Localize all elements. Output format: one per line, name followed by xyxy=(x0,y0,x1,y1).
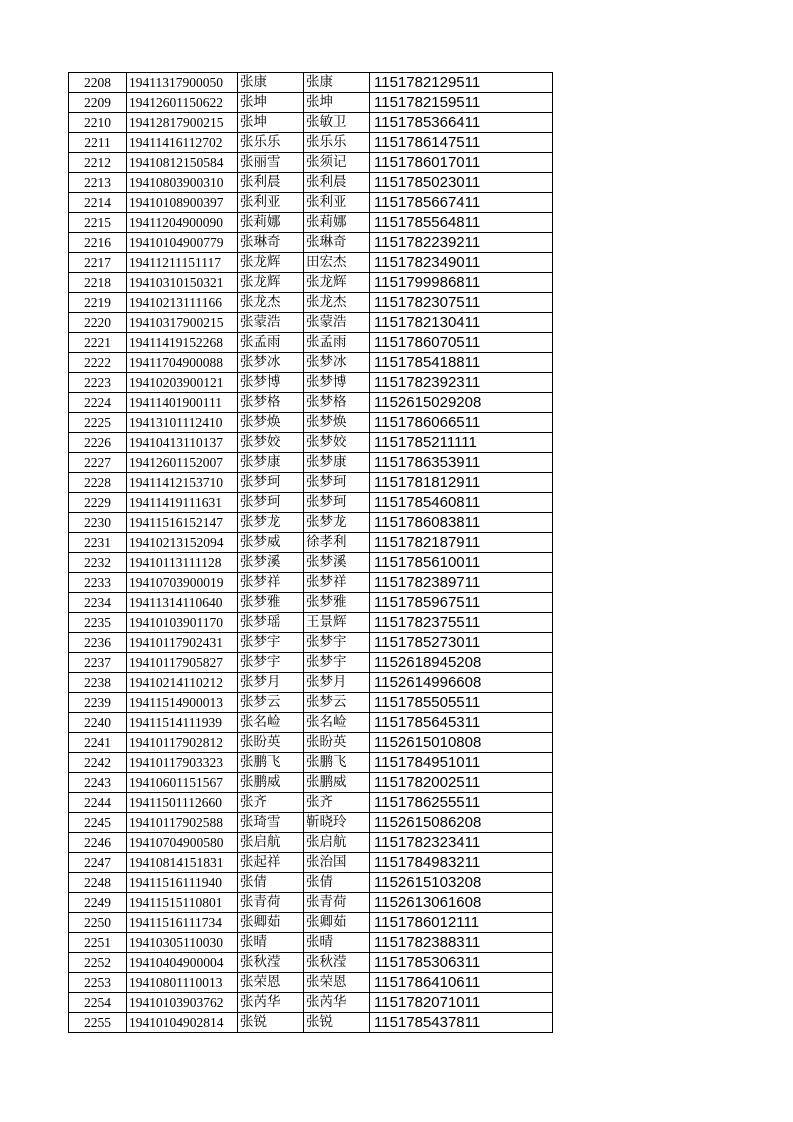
row-number-cell: 2219 xyxy=(69,293,127,313)
table-row xyxy=(69,153,553,173)
account-number-cell: 1151782130411 xyxy=(370,313,553,333)
account-holder-cell: 张琳奇 xyxy=(304,233,370,253)
id-number-cell: 19410117903323 xyxy=(127,753,238,773)
account-number-cell: 1151782349011 xyxy=(370,253,553,273)
account-holder-cell: 张梦月 xyxy=(304,673,370,693)
name-cell: 张启航 xyxy=(238,833,304,853)
name-cell: 张梦冰 xyxy=(238,353,304,373)
id-number-cell: 19413101112410 xyxy=(127,413,238,433)
account-number-cell: 1151786070511 xyxy=(370,333,553,353)
row-number-cell: 2216 xyxy=(69,233,127,253)
account-number-cell: 1151785306311 xyxy=(370,953,553,973)
row-number-cell: 2209 xyxy=(69,93,127,113)
account-number-cell: 1151785460811 xyxy=(370,493,553,513)
name-cell: 张晴 xyxy=(238,933,304,953)
id-number-cell: 19410703900019 xyxy=(127,573,238,593)
table-row xyxy=(69,513,553,533)
account-holder-cell: 张梦珂 xyxy=(304,493,370,513)
id-number-cell: 19410117905827 xyxy=(127,653,238,673)
id-number-cell: 19410404900004 xyxy=(127,953,238,973)
name-cell: 张利亚 xyxy=(238,193,304,213)
account-holder-cell: 张利亚 xyxy=(304,193,370,213)
id-number-cell: 19411515110801 xyxy=(127,893,238,913)
id-number-cell: 19410113111128 xyxy=(127,553,238,573)
id-number-cell: 19412601150622 xyxy=(127,93,238,113)
table-row xyxy=(69,353,553,373)
name-cell: 张梦溪 xyxy=(238,553,304,573)
id-number-cell: 19410305110030 xyxy=(127,933,238,953)
table-row xyxy=(69,733,553,753)
account-number-cell: 1151785667411 xyxy=(370,193,553,213)
id-number-cell: 19410213152094 xyxy=(127,533,238,553)
id-number-cell: 19411401900111 xyxy=(127,393,238,413)
account-holder-cell: 张康 xyxy=(304,73,370,93)
row-number-cell: 2253 xyxy=(69,973,127,993)
account-number-cell: 1151786353911 xyxy=(370,453,553,473)
account-number-cell: 1152618945208 xyxy=(370,653,553,673)
account-holder-cell: 张芮华 xyxy=(304,993,370,1013)
account-number-cell: 1151782159511 xyxy=(370,93,553,113)
row-number-cell: 2227 xyxy=(69,453,127,473)
table-row xyxy=(69,293,553,313)
id-number-cell: 19410310150321 xyxy=(127,273,238,293)
account-number-cell: 1151785505511 xyxy=(370,693,553,713)
account-holder-cell: 张莉娜 xyxy=(304,213,370,233)
row-number-cell: 2222 xyxy=(69,353,127,373)
account-holder-cell: 张乐乐 xyxy=(304,133,370,153)
row-number-cell: 2240 xyxy=(69,713,127,733)
account-holder-cell: 徐孝利 xyxy=(304,533,370,553)
row-number-cell: 2218 xyxy=(69,273,127,293)
account-holder-cell: 张青荷 xyxy=(304,893,370,913)
row-number-cell: 2245 xyxy=(69,813,127,833)
name-cell: 张莉娜 xyxy=(238,213,304,233)
account-number-cell: 1151785211111 xyxy=(370,433,553,453)
table-row xyxy=(69,233,553,253)
account-number-cell: 1151786066511 xyxy=(370,413,553,433)
row-number-cell: 2247 xyxy=(69,853,127,873)
table-row xyxy=(69,193,553,213)
account-number-cell: 1152615086208 xyxy=(370,813,553,833)
account-number-cell: 1151782187911 xyxy=(370,533,553,553)
account-number-cell: 1152615103208 xyxy=(370,873,553,893)
row-number-cell: 2235 xyxy=(69,613,127,633)
row-number-cell: 2244 xyxy=(69,793,127,813)
table-row xyxy=(69,833,553,853)
id-number-cell: 19411501112660 xyxy=(127,793,238,813)
id-number-cell: 19411317900050 xyxy=(127,73,238,93)
account-number-cell: 1151786012111 xyxy=(370,913,553,933)
table-row xyxy=(69,113,553,133)
id-number-cell: 19410108900397 xyxy=(127,193,238,213)
table-row xyxy=(69,753,553,773)
account-holder-cell: 张锐 xyxy=(304,1013,370,1033)
table-row xyxy=(69,133,553,153)
account-holder-cell: 张秋滢 xyxy=(304,953,370,973)
name-cell: 张荣恩 xyxy=(238,973,304,993)
name-cell: 张鹏飞 xyxy=(238,753,304,773)
id-number-cell: 19410104900779 xyxy=(127,233,238,253)
table-row xyxy=(69,613,553,633)
table-row xyxy=(69,573,553,593)
id-number-cell: 19410317900215 xyxy=(127,313,238,333)
id-number-cell: 19410801110013 xyxy=(127,973,238,993)
account-number-cell: 1151785023011 xyxy=(370,173,553,193)
id-number-cell: 19411704900088 xyxy=(127,353,238,373)
table-row xyxy=(69,473,553,493)
table-row xyxy=(69,913,553,933)
account-number-cell: 1151786410611 xyxy=(370,973,553,993)
id-number-cell: 19411204900090 xyxy=(127,213,238,233)
name-cell: 张锐 xyxy=(238,1013,304,1033)
id-number-cell: 19411419111631 xyxy=(127,493,238,513)
account-number-cell: 1151782323411 xyxy=(370,833,553,853)
row-number-cell: 2225 xyxy=(69,413,127,433)
row-number-cell: 2212 xyxy=(69,153,127,173)
account-holder-cell: 张龙杰 xyxy=(304,293,370,313)
id-number-cell: 19410103901170 xyxy=(127,613,238,633)
table-row xyxy=(69,1013,553,1033)
row-number-cell: 2239 xyxy=(69,693,127,713)
account-number-cell: 1152615029208 xyxy=(370,393,553,413)
row-number-cell: 2232 xyxy=(69,553,127,573)
table-row xyxy=(69,313,553,333)
row-number-cell: 2211 xyxy=(69,133,127,153)
table-row xyxy=(69,773,553,793)
row-number-cell: 2243 xyxy=(69,773,127,793)
id-number-cell: 19411516152147 xyxy=(127,513,238,533)
row-number-cell: 2246 xyxy=(69,833,127,853)
id-number-cell: 19411416112702 xyxy=(127,133,238,153)
id-number-cell: 19410117902431 xyxy=(127,633,238,653)
row-number-cell: 2250 xyxy=(69,913,127,933)
account-holder-cell: 张蒙浩 xyxy=(304,313,370,333)
row-number-cell: 2229 xyxy=(69,493,127,513)
id-number-cell: 19412817900215 xyxy=(127,113,238,133)
id-number-cell: 19410803900310 xyxy=(127,173,238,193)
id-number-cell: 19410117902812 xyxy=(127,733,238,753)
name-cell: 张梦宇 xyxy=(238,633,304,653)
table-row xyxy=(69,493,553,513)
table-row xyxy=(69,433,553,453)
name-cell: 张倩 xyxy=(238,873,304,893)
account-holder-cell: 张齐 xyxy=(304,793,370,813)
account-number-cell: 1151782388311 xyxy=(370,933,553,953)
account-number-cell: 1151782392311 xyxy=(370,373,553,393)
row-number-cell: 2252 xyxy=(69,953,127,973)
data-table xyxy=(68,72,553,1033)
account-number-cell: 1151799986811 xyxy=(370,273,553,293)
account-holder-cell: 张梦溪 xyxy=(304,553,370,573)
name-cell: 张龙杰 xyxy=(238,293,304,313)
row-number-cell: 2224 xyxy=(69,393,127,413)
name-cell: 张乐乐 xyxy=(238,133,304,153)
account-number-cell: 1151782389711 xyxy=(370,573,553,593)
table-row xyxy=(69,673,553,693)
id-number-cell: 19410814151831 xyxy=(127,853,238,873)
account-holder-cell: 张梦宇 xyxy=(304,653,370,673)
row-number-cell: 2230 xyxy=(69,513,127,533)
row-number-cell: 2234 xyxy=(69,593,127,613)
account-number-cell: 1151782002511 xyxy=(370,773,553,793)
account-number-cell: 1151786083811 xyxy=(370,513,553,533)
id-number-cell: 19410203900121 xyxy=(127,373,238,393)
account-number-cell: 1151782239211 xyxy=(370,233,553,253)
id-number-cell: 19411514111939 xyxy=(127,713,238,733)
row-number-cell: 2210 xyxy=(69,113,127,133)
account-holder-cell: 张梦冰 xyxy=(304,353,370,373)
account-holder-cell: 田宏杰 xyxy=(304,253,370,273)
name-cell: 张琦雪 xyxy=(238,813,304,833)
account-holder-cell: 张梦雅 xyxy=(304,593,370,613)
account-number-cell: 1151782307511 xyxy=(370,293,553,313)
table-row xyxy=(69,93,553,113)
table-row xyxy=(69,813,553,833)
row-number-cell: 2223 xyxy=(69,373,127,393)
name-cell: 张秋滢 xyxy=(238,953,304,973)
id-number-cell: 19410213111166 xyxy=(127,293,238,313)
account-number-cell: 1152613061608 xyxy=(370,893,553,913)
account-holder-cell: 靳晓玲 xyxy=(304,813,370,833)
account-number-cell: 1151785418811 xyxy=(370,353,553,373)
table-row xyxy=(69,853,553,873)
name-cell: 张梦格 xyxy=(238,393,304,413)
id-number-cell: 19411211151117 xyxy=(127,253,238,273)
name-cell: 张梦珂 xyxy=(238,473,304,493)
account-number-cell: 1151782071011 xyxy=(370,993,553,1013)
id-number-cell: 19410103903762 xyxy=(127,993,238,1013)
table-row xyxy=(69,393,553,413)
row-number-cell: 2226 xyxy=(69,433,127,453)
account-holder-cell: 张梦博 xyxy=(304,373,370,393)
account-holder-cell: 张梦祥 xyxy=(304,573,370,593)
name-cell: 张梦雅 xyxy=(238,593,304,613)
account-holder-cell: 张鹏威 xyxy=(304,773,370,793)
table-row xyxy=(69,693,553,713)
account-holder-cell: 张盼英 xyxy=(304,733,370,753)
account-holder-cell: 张梦康 xyxy=(304,453,370,473)
account-holder-cell: 王景辉 xyxy=(304,613,370,633)
account-holder-cell: 张坤 xyxy=(304,93,370,113)
id-number-cell: 19411412153710 xyxy=(127,473,238,493)
name-cell: 张梦云 xyxy=(238,693,304,713)
table-row xyxy=(69,413,553,433)
name-cell: 张梦龙 xyxy=(238,513,304,533)
account-number-cell: 1151784983211 xyxy=(370,853,553,873)
account-number-cell: 1151785967511 xyxy=(370,593,553,613)
table-row xyxy=(69,593,553,613)
row-number-cell: 2220 xyxy=(69,313,127,333)
account-holder-cell: 张梦云 xyxy=(304,693,370,713)
account-holder-cell: 张鹏飞 xyxy=(304,753,370,773)
row-number-cell: 2233 xyxy=(69,573,127,593)
name-cell: 张梦祥 xyxy=(238,573,304,593)
name-cell: 张龙辉 xyxy=(238,273,304,293)
account-holder-cell: 张孟雨 xyxy=(304,333,370,353)
table-row xyxy=(69,793,553,813)
name-cell: 张坤 xyxy=(238,113,304,133)
table-row xyxy=(69,253,553,273)
account-number-cell: 1151782375511 xyxy=(370,613,553,633)
row-number-cell: 2255 xyxy=(69,1013,127,1033)
row-number-cell: 2251 xyxy=(69,933,127,953)
account-holder-cell: 张名崄 xyxy=(304,713,370,733)
account-number-cell: 1151785437811 xyxy=(370,1013,553,1033)
row-number-cell: 2217 xyxy=(69,253,127,273)
row-number-cell: 2231 xyxy=(69,533,127,553)
account-number-cell: 1152615010808 xyxy=(370,733,553,753)
table-row xyxy=(69,653,553,673)
name-cell: 张起祥 xyxy=(238,853,304,873)
account-number-cell: 1151781812911 xyxy=(370,473,553,493)
account-number-cell: 1151784951011 xyxy=(370,753,553,773)
row-number-cell: 2241 xyxy=(69,733,127,753)
table-row xyxy=(69,553,553,573)
account-number-cell: 1151786017011 xyxy=(370,153,553,173)
account-number-cell: 1151786147511 xyxy=(370,133,553,153)
name-cell: 张坤 xyxy=(238,93,304,113)
name-cell: 张梦焕 xyxy=(238,413,304,433)
name-cell: 张名崄 xyxy=(238,713,304,733)
row-number-cell: 2214 xyxy=(69,193,127,213)
account-number-cell: 1152614996608 xyxy=(370,673,553,693)
id-number-cell: 19410704900580 xyxy=(127,833,238,853)
account-number-cell: 1151786255511 xyxy=(370,793,553,813)
account-holder-cell: 张敏卫 xyxy=(304,113,370,133)
name-cell: 张梦珂 xyxy=(238,493,304,513)
id-number-cell: 19411419152268 xyxy=(127,333,238,353)
name-cell: 张龙辉 xyxy=(238,253,304,273)
name-cell: 张利晨 xyxy=(238,173,304,193)
account-holder-cell: 张梦姣 xyxy=(304,433,370,453)
account-number-cell: 1151785273011 xyxy=(370,633,553,653)
table-row xyxy=(69,533,553,553)
id-number-cell: 19410214110212 xyxy=(127,673,238,693)
id-number-cell: 19411516111940 xyxy=(127,873,238,893)
account-holder-cell: 张梦龙 xyxy=(304,513,370,533)
name-cell: 张梦威 xyxy=(238,533,304,553)
id-number-cell: 19410413110137 xyxy=(127,433,238,453)
row-number-cell: 2236 xyxy=(69,633,127,653)
table-row xyxy=(69,973,553,993)
account-holder-cell: 张龙辉 xyxy=(304,273,370,293)
name-cell: 张卿茹 xyxy=(238,913,304,933)
id-number-cell: 19410601151567 xyxy=(127,773,238,793)
name-cell: 张丽雪 xyxy=(238,153,304,173)
id-number-cell: 19410812150584 xyxy=(127,153,238,173)
name-cell: 张梦康 xyxy=(238,453,304,473)
name-cell: 张鹏威 xyxy=(238,773,304,793)
name-cell: 张梦瑶 xyxy=(238,613,304,633)
table-row xyxy=(69,993,553,1013)
table-row xyxy=(69,893,553,913)
account-holder-cell: 张晴 xyxy=(304,933,370,953)
account-number-cell: 1151785564811 xyxy=(370,213,553,233)
table-body xyxy=(69,73,553,1033)
account-holder-cell: 张启航 xyxy=(304,833,370,853)
account-holder-cell: 张梦宇 xyxy=(304,633,370,653)
name-cell: 张琳奇 xyxy=(238,233,304,253)
account-holder-cell: 张倩 xyxy=(304,873,370,893)
table-row xyxy=(69,213,553,233)
table-row xyxy=(69,173,553,193)
row-number-cell: 2215 xyxy=(69,213,127,233)
name-cell: 张梦月 xyxy=(238,673,304,693)
name-cell: 张孟雨 xyxy=(238,333,304,353)
table-row xyxy=(69,713,553,733)
account-holder-cell: 张荣恩 xyxy=(304,973,370,993)
row-number-cell: 2221 xyxy=(69,333,127,353)
name-cell: 张盼英 xyxy=(238,733,304,753)
id-number-cell: 19412601152007 xyxy=(127,453,238,473)
id-number-cell: 19411314110640 xyxy=(127,593,238,613)
table-row xyxy=(69,333,553,353)
account-holder-cell: 张梦格 xyxy=(304,393,370,413)
name-cell: 张青荷 xyxy=(238,893,304,913)
id-number-cell: 19410104902814 xyxy=(127,1013,238,1033)
account-number-cell: 1151782129511 xyxy=(370,73,553,93)
account-number-cell: 1151785645311 xyxy=(370,713,553,733)
account-holder-cell: 张梦焕 xyxy=(304,413,370,433)
row-number-cell: 2254 xyxy=(69,993,127,1013)
row-number-cell: 2238 xyxy=(69,673,127,693)
row-number-cell: 2208 xyxy=(69,73,127,93)
row-number-cell: 2242 xyxy=(69,753,127,773)
table-row xyxy=(69,933,553,953)
row-number-cell: 2249 xyxy=(69,893,127,913)
table-row xyxy=(69,453,553,473)
account-holder-cell: 张治国 xyxy=(304,853,370,873)
account-holder-cell: 张利晨 xyxy=(304,173,370,193)
name-cell: 张齐 xyxy=(238,793,304,813)
account-holder-cell: 张须记 xyxy=(304,153,370,173)
table-row xyxy=(69,373,553,393)
row-number-cell: 2213 xyxy=(69,173,127,193)
name-cell: 张梦宇 xyxy=(238,653,304,673)
name-cell: 张芮华 xyxy=(238,993,304,1013)
table-row xyxy=(69,273,553,293)
row-number-cell: 2237 xyxy=(69,653,127,673)
id-number-cell: 19411516111734 xyxy=(127,913,238,933)
name-cell: 张梦博 xyxy=(238,373,304,393)
account-holder-cell: 张梦珂 xyxy=(304,473,370,493)
row-number-cell: 2248 xyxy=(69,873,127,893)
row-number-cell: 2228 xyxy=(69,473,127,493)
table-row xyxy=(69,73,553,93)
table-row xyxy=(69,953,553,973)
account-holder-cell: 张卿茹 xyxy=(304,913,370,933)
account-number-cell: 1151785610011 xyxy=(370,553,553,573)
account-number-cell: 1151785366411 xyxy=(370,113,553,133)
name-cell: 张蒙浩 xyxy=(238,313,304,333)
name-cell: 张梦姣 xyxy=(238,433,304,453)
name-cell: 张康 xyxy=(238,73,304,93)
table-row xyxy=(69,633,553,653)
id-number-cell: 19411514900013 xyxy=(127,693,238,713)
table-row xyxy=(69,873,553,893)
id-number-cell: 19410117902588 xyxy=(127,813,238,833)
